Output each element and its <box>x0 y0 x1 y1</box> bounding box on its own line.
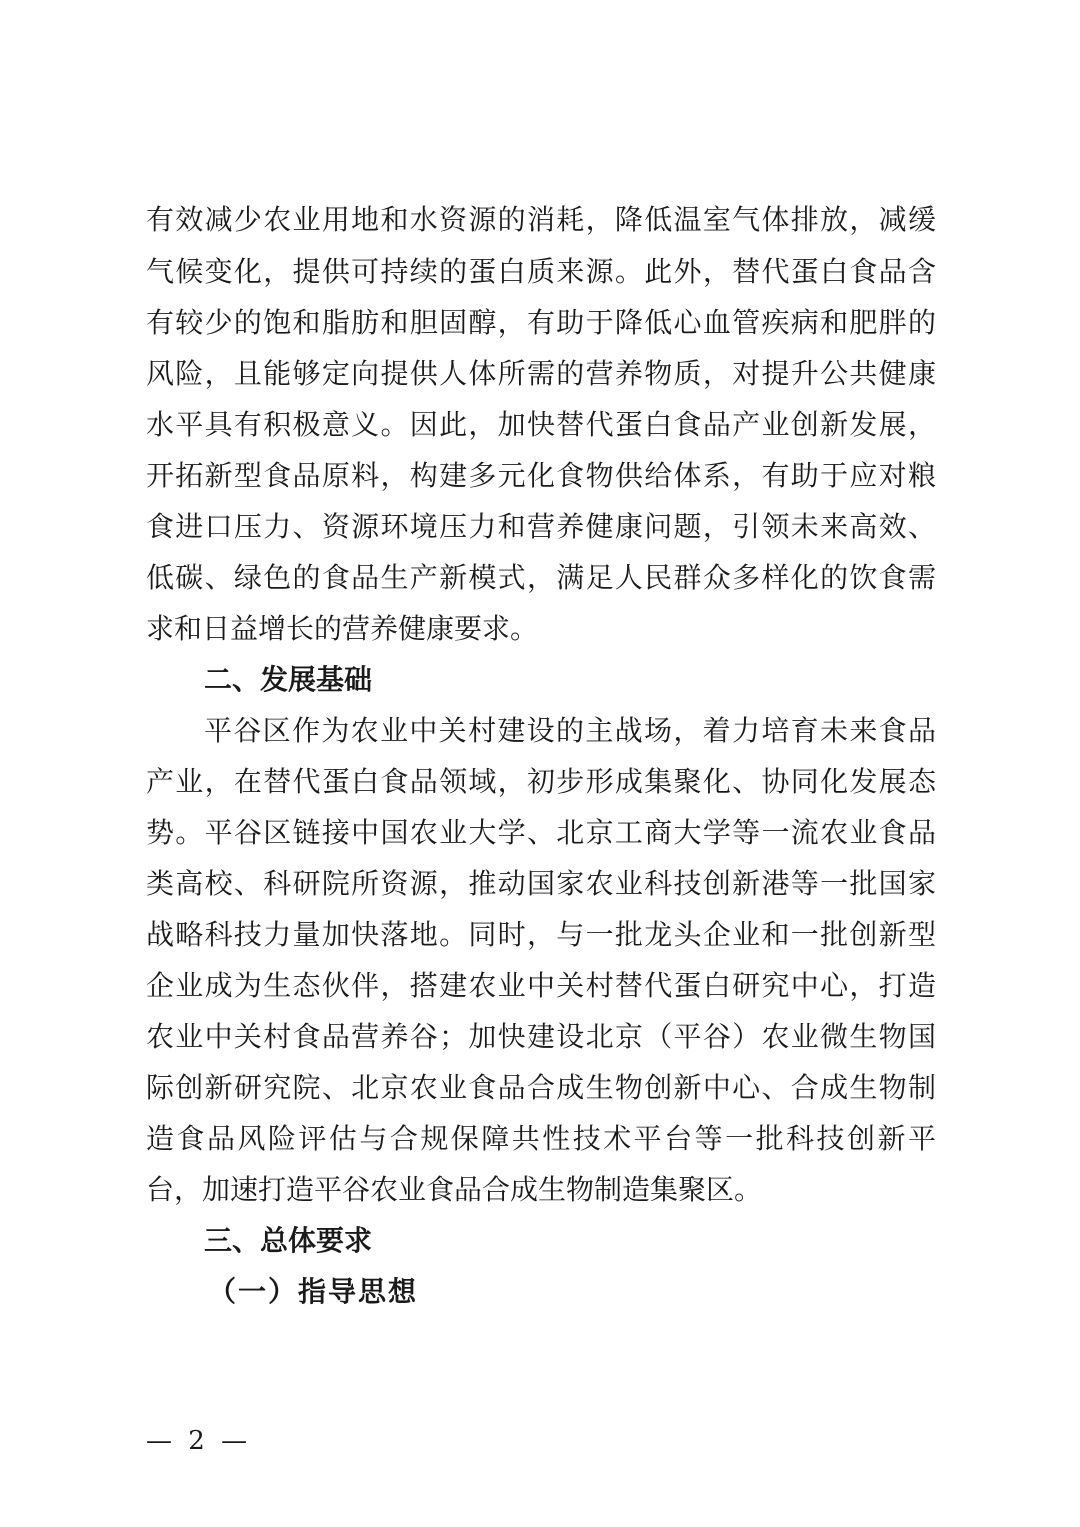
paragraph-line: 开拓新型食品原料，构建多元化食物供给体系，有助于应对粮 <box>146 459 936 492</box>
paragraph-line: 平谷区作为农业中关村建设的主战场，着力培育未来食品 <box>204 714 936 747</box>
paragraph-line: 企业成为生态伙伴，搭建农业中关村替代蛋白研究中心，打造 <box>146 969 936 1002</box>
paragraph-line: 水平具有积极意义。因此，加快替代蛋白食品产业创新发展， <box>146 408 936 441</box>
section-heading: 三、总体要求 <box>204 1224 373 1257</box>
page-number: — 2 — <box>146 1426 252 1456</box>
paragraph-line: 气候变化，提供可持续的蛋白质来源。此外，替代蛋白食品含 <box>146 255 936 288</box>
paragraph-line: 风险，且能够定向提供人体所需的营养物质，对提升公共健康 <box>146 357 936 390</box>
paragraph-line: 造食品风险评估与合规保障共性技术平台等一批科技创新平 <box>146 1122 936 1155</box>
paragraph-line: 食进口压力、资源环境压力和营养健康问题，引领未来高效、 <box>146 510 936 543</box>
paragraph-line: 产业，在替代蛋白食品领域，初步形成集聚化、协同化发展态 <box>146 765 936 798</box>
paragraph-line: 低碳、绿色的食品生产新模式，满足人民群众多样化的饮食需 <box>146 561 936 594</box>
paragraph-line: 台，加速打造平谷农业食品合成生物制造集聚区。 <box>146 1173 763 1206</box>
paragraph-line: 有较少的饱和脂肪和胆固醇，有助于降低心血管疾病和肥胖的 <box>146 306 936 339</box>
subsection-heading: （一）指导思想 <box>208 1275 419 1308</box>
paragraph-line: 有效减少农业用地和水资源的消耗，降低温室气体排放，减缓 <box>146 203 936 236</box>
paragraph-line: 求和日益增长的营养健康要求。 <box>146 612 539 645</box>
section-heading: 二、发展基础 <box>204 663 373 696</box>
paragraph-line: 战略科技力量加快落地。同时，与一批龙头企业和一批创新型 <box>146 918 936 951</box>
paragraph-line: 农业中关村食品营养谷；加快建设北京（平谷）农业微生物国 <box>146 1020 936 1053</box>
paragraph-line: 势。平谷区链接中国农业大学、北京工商大学等一流农业食品 <box>146 816 936 849</box>
paragraph-line: 类高校、科研院所资源，推动国家农业科技创新港等一批国家 <box>146 867 936 900</box>
paragraph-line: 际创新研究院、北京农业食品合成生物创新中心、合成生物制 <box>146 1071 936 1104</box>
